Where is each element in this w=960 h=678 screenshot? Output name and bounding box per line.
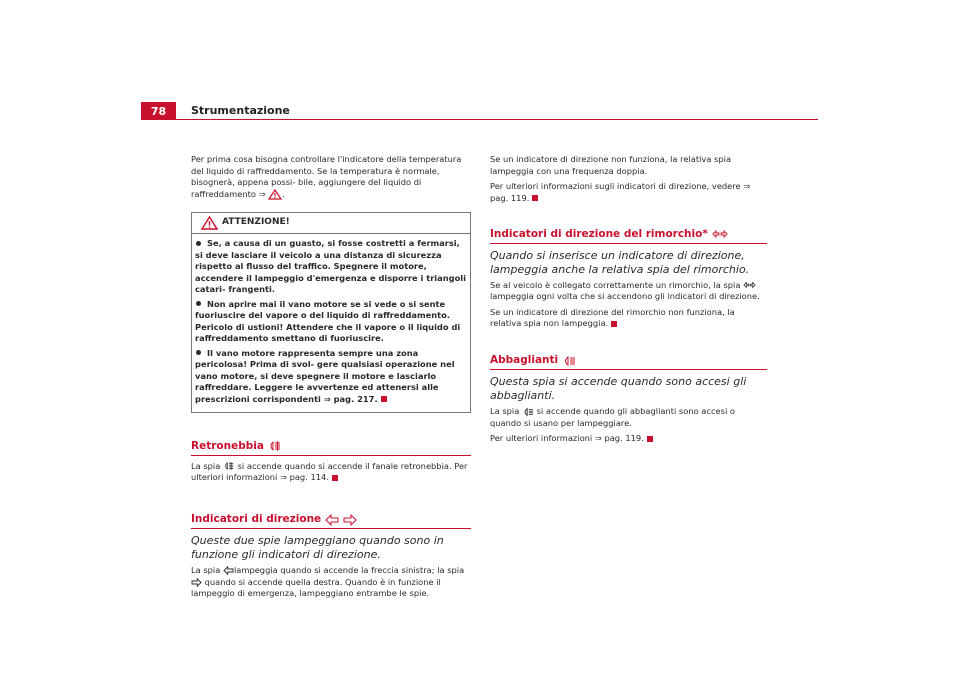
warning-box — [191, 212, 471, 413]
section-intro: Quando si inserisce un indicatore di direzione, lampeggia anche la relativa spia del rimorchio. — [490, 248, 750, 276]
section-rule — [490, 369, 767, 370]
end-marker-icon — [647, 436, 653, 442]
bullet-icon — [196, 241, 201, 246]
high-beam-icon — [562, 355, 576, 368]
paragraph: Se un indicatore di direzione del rimorchio non funziona, la relativa spia non lampeggia. — [490, 306, 735, 328]
section-rule — [490, 243, 767, 244]
trailer-turn-signal-icon — [743, 280, 756, 290]
end-marker-icon — [381, 396, 387, 402]
section-rule — [191, 528, 471, 529]
running-head: Strumentazione — [191, 104, 290, 117]
section-intro: Questa spia si accende quando sono accesi gli abbaglianti. — [490, 375, 747, 402]
fog-paragraph: La spia si accende quando si accende il fanale retronebbia. Per ulteriori informazioni ⇒ pag. 114. — [191, 460, 468, 482]
right-column — [490, 154, 767, 449]
turn-right-arrow-icon — [343, 514, 357, 527]
turn-paragraph: La spia lampeggia quando si accende la freccia sinistra; la spia quando si accende quella destra. Quando è in funzione il lampeggio di emergenza, lampeggiano entrambe le spie. — [191, 565, 465, 598]
warning-item: Non aprire mai il vano motore se si vede o si sente fuoriuscire del vapore o del liquido di raffreddamento. Pericolo di ustioni! Attendere che il vapore o il liquido di raffreddamento smettano di fuoriuscire. — [195, 298, 461, 343]
high-beam-icon — [522, 406, 534, 416]
warning-header — [195, 213, 467, 232]
section-rule — [191, 455, 471, 456]
section-title-turn: Indicatori di direzione — [191, 514, 471, 527]
warning-item: Se, a causa di un guasto, si fosse costretti a fermarsi, si deve lasciare il veicolo a una distanza di sicurezza rispetto al flusso del traffico. Spegnere il motore, accendere il lampeggio d'emergenza e disporre i triangoli catari- frangenti. — [195, 238, 466, 294]
paragraph: Se un indicatore di direzione non funziona, la relativa spia lampeggia con una frequenza doppia. — [490, 154, 732, 176]
paragraph: Per ulteriori informazioni ⇒ pag. 119. — [490, 433, 767, 445]
end-marker-icon — [532, 195, 538, 201]
paragraph: Per ulteriori informazioni sugli indicatori di direzione, vedere ⇒ pag. 119. — [490, 181, 751, 203]
warning-title: ATTENZIONE! — [222, 217, 290, 228]
high-beam-paragraph: La spia si accende quando gli abbaglianti sono accesi o quando si usano per lampeggiare. — [490, 406, 735, 428]
warning-divider — [192, 233, 470, 234]
turn-right-arrow-icon — [191, 577, 202, 587]
section-title-high-beam: Abbaglianti — [490, 355, 767, 368]
section-title-fog: Retronebbia — [191, 440, 471, 453]
turn-left-arrow-icon — [223, 565, 234, 575]
section-intro: Queste due spie lampeggiano quando sono in funzione gli indicatori di direzione. — [191, 534, 444, 561]
bullet-icon — [196, 301, 201, 306]
trailer-turn-signal-icon — [712, 229, 728, 241]
header-rule — [141, 119, 818, 120]
end-marker-icon — [611, 321, 617, 327]
trailer-paragraph: Se al veicolo è collegato correttamente un rimorchio, la spia lampeggia ogni volta che si accendono gli indicatori di direzione. — [490, 279, 760, 301]
warning-triangle-icon — [268, 189, 282, 199]
warning-item: Il vano motore rappresenta sempre una zona pericolosa! Prima di svol- gere qualsiasi operazione nel vano motore, si deve spegnere il motore e lasciarlo raffreddare. Leggere le avvertenze ed attenersi alle prescrizioni corrispondenti ⇒ pag. 217. — [195, 347, 455, 404]
left-column — [191, 154, 471, 604]
intro-paragraph: Per prima cosa bisogna controllare l'indicatore della temperatura del liquido di raffreddamento. Se la temperatura è normale, bisognerà, appena possi- bile, aggiungere del liquido di raffreddamento ⇒ . — [191, 154, 462, 199]
rear-fog-light-icon — [268, 440, 282, 453]
warning-triangle-icon — [201, 216, 218, 230]
bullet-icon — [196, 350, 201, 355]
turn-left-arrow-icon — [325, 514, 339, 527]
end-marker-icon — [332, 475, 338, 481]
section-title-trailer: Indicatori di direzione del rimorchio* — [490, 229, 767, 241]
rear-fog-light-icon — [223, 461, 235, 471]
page-number: 78 — [141, 102, 176, 120]
